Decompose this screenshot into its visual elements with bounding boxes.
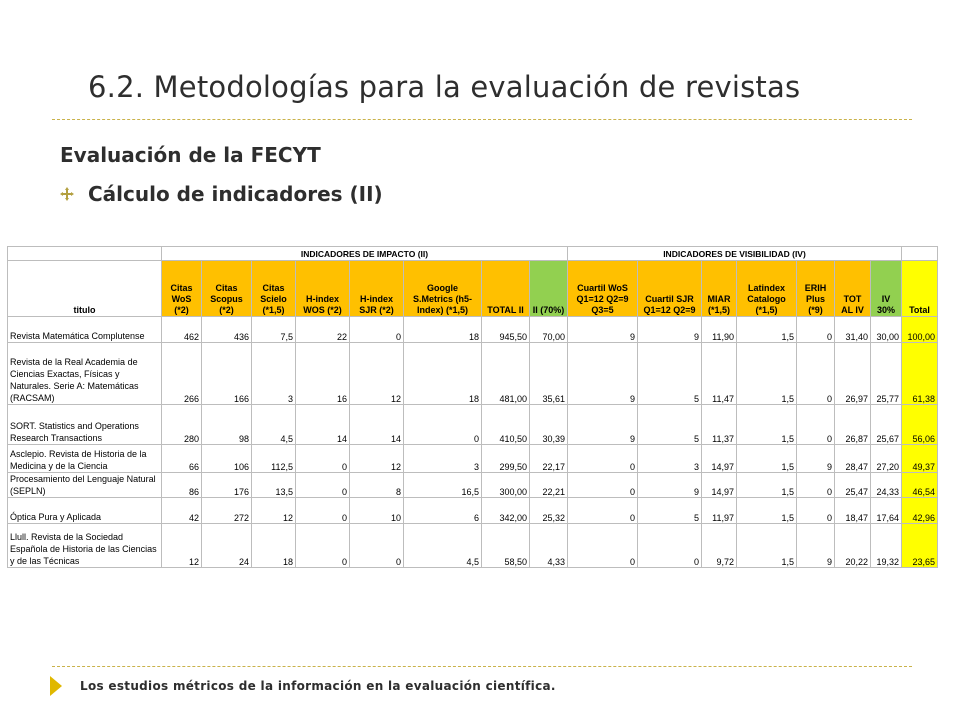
- value-cell: 0: [350, 317, 404, 343]
- value-cell: 106: [202, 445, 252, 473]
- value-cell: 9: [568, 343, 638, 405]
- value-cell: 1,5: [737, 405, 797, 445]
- value-cell: 272: [202, 498, 252, 524]
- value-cell: 0: [296, 445, 350, 473]
- value-cell: 49,37: [902, 445, 938, 473]
- value-cell: 11,90: [702, 317, 737, 343]
- table-row: [8, 343, 938, 405]
- value-cell: 19,32: [871, 524, 902, 568]
- value-cell: 5: [638, 498, 702, 524]
- value-cell: 0: [568, 524, 638, 568]
- value-cell: 176: [202, 473, 252, 498]
- footer: [50, 676, 556, 696]
- value-cell: 18: [404, 343, 482, 405]
- value-cell: 0: [797, 317, 835, 343]
- value-cell: 42,96: [902, 498, 938, 524]
- value-cell: 945,50: [482, 317, 530, 343]
- footer-text: Los estudios métricos de la información en la evaluación científica.: [80, 679, 556, 693]
- value-cell: 266: [162, 343, 202, 405]
- blank-cell: [8, 247, 162, 261]
- value-cell: 0: [296, 473, 350, 498]
- column-header: H-index WOS (*2): [296, 261, 350, 317]
- value-cell: 46,54: [902, 473, 938, 498]
- value-cell: 6: [404, 498, 482, 524]
- value-cell: 66: [162, 445, 202, 473]
- value-cell: 98: [202, 405, 252, 445]
- value-cell: 0: [797, 405, 835, 445]
- value-cell: 16,5: [404, 473, 482, 498]
- value-cell: 11,47: [702, 343, 737, 405]
- column-header: Total: [902, 261, 938, 317]
- column-header: Citas Scopus (*2): [202, 261, 252, 317]
- column-header: Latindex Catalogo (*1,5): [737, 261, 797, 317]
- journal-name-cell: SORT. Statistics and Operations Research Transactions: [8, 405, 162, 445]
- value-cell: 10: [350, 498, 404, 524]
- value-cell: 0: [350, 524, 404, 568]
- value-cell: 24: [202, 524, 252, 568]
- group-header-visibility: INDICADORES DE VISIBILIDAD (IV): [568, 247, 902, 261]
- value-cell: 31,40: [835, 317, 871, 343]
- value-cell: 86: [162, 473, 202, 498]
- table-row: [8, 524, 938, 568]
- triangle-arrow-icon: [50, 676, 62, 696]
- journal-name-cell: Procesamiento del Lenguaje Natural (SEPLN): [8, 473, 162, 498]
- column-header: titulo: [8, 261, 162, 317]
- value-cell: 26,97: [835, 343, 871, 405]
- value-cell: 1,5: [737, 317, 797, 343]
- value-cell: 0: [296, 498, 350, 524]
- value-cell: 56,06: [902, 405, 938, 445]
- value-cell: 4,5: [404, 524, 482, 568]
- journal-name-cell: Asclepio. Revista de Historia de la Medicina y de la Ciencia: [8, 445, 162, 473]
- title-divider: [52, 119, 912, 120]
- four-arrows-icon: [60, 187, 74, 201]
- value-cell: 25,32: [530, 498, 568, 524]
- value-cell: 0: [568, 473, 638, 498]
- value-cell: 25,67: [871, 405, 902, 445]
- value-cell: 1,5: [737, 343, 797, 405]
- footer-divider: [52, 666, 912, 667]
- value-cell: 299,50: [482, 445, 530, 473]
- value-cell: 100,00: [902, 317, 938, 343]
- value-cell: 24,33: [871, 473, 902, 498]
- value-cell: 1,5: [737, 473, 797, 498]
- value-cell: 12: [350, 343, 404, 405]
- table-row: [8, 405, 938, 445]
- value-cell: 26,87: [835, 405, 871, 445]
- indicators-table: [7, 246, 938, 568]
- table-row: [8, 473, 938, 498]
- table-row: [8, 317, 938, 343]
- value-cell: 3: [638, 445, 702, 473]
- value-cell: 0: [568, 445, 638, 473]
- column-header: II (70%): [530, 261, 568, 317]
- column-header: Citas Scielo (*1,5): [252, 261, 296, 317]
- value-cell: 14: [350, 405, 404, 445]
- value-cell: 20,22: [835, 524, 871, 568]
- bullet-text: Cálculo de indicadores (II): [88, 182, 383, 206]
- bullet-item: [60, 182, 383, 206]
- value-cell: 4,5: [252, 405, 296, 445]
- value-cell: 17,64: [871, 498, 902, 524]
- value-cell: 25,77: [871, 343, 902, 405]
- value-cell: 0: [797, 498, 835, 524]
- blank-cell: [902, 247, 938, 261]
- value-cell: 25,47: [835, 473, 871, 498]
- value-cell: 0: [568, 498, 638, 524]
- column-header: TOT AL IV: [835, 261, 871, 317]
- value-cell: 342,00: [482, 498, 530, 524]
- column-header: ERIH Plus (*9): [797, 261, 835, 317]
- value-cell: 11,37: [702, 405, 737, 445]
- table-row: [8, 445, 938, 473]
- value-cell: 12: [162, 524, 202, 568]
- value-cell: 3: [404, 445, 482, 473]
- value-cell: 0: [797, 343, 835, 405]
- value-cell: 112,5: [252, 445, 296, 473]
- value-cell: 9: [797, 524, 835, 568]
- value-cell: 1,5: [737, 498, 797, 524]
- table-row: [8, 498, 938, 524]
- value-cell: 3: [252, 343, 296, 405]
- value-cell: 0: [797, 473, 835, 498]
- value-cell: 481,00: [482, 343, 530, 405]
- value-cell: 70,00: [530, 317, 568, 343]
- value-cell: 9: [638, 317, 702, 343]
- value-cell: 61,38: [902, 343, 938, 405]
- value-cell: 18,47: [835, 498, 871, 524]
- value-cell: 27,20: [871, 445, 902, 473]
- column-header: Cuartil SJR Q1=12 Q2=9: [638, 261, 702, 317]
- column-header: H-index SJR (*2): [350, 261, 404, 317]
- value-cell: 436: [202, 317, 252, 343]
- value-cell: 9,72: [702, 524, 737, 568]
- column-header: Citas WoS (*2): [162, 261, 202, 317]
- value-cell: 18: [404, 317, 482, 343]
- value-cell: 42: [162, 498, 202, 524]
- journal-name-cell: Óptica Pura y Aplicada: [8, 498, 162, 524]
- column-header: TOTAL II: [482, 261, 530, 317]
- value-cell: 1,5: [737, 445, 797, 473]
- value-cell: 9: [797, 445, 835, 473]
- journal-name-cell: Llull. Revista de la Sociedad Española de Historia de las Ciencias y de las Técnicas: [8, 524, 162, 568]
- value-cell: 22,21: [530, 473, 568, 498]
- journal-name-cell: Revista Matemática Complutense: [8, 317, 162, 343]
- value-cell: 35,61: [530, 343, 568, 405]
- column-header: MIAR (*1,5): [702, 261, 737, 317]
- value-cell: 8: [350, 473, 404, 498]
- journal-name-cell: Revista de la Real Academia de Ciencias Exactas, Físicas y Naturales. Serie A: Matemáticas (RACSAM): [8, 343, 162, 405]
- value-cell: 410,50: [482, 405, 530, 445]
- value-cell: 0: [296, 524, 350, 568]
- value-cell: 5: [638, 343, 702, 405]
- slide-title: 6.2. Metodologías para la evaluación de revistas: [88, 70, 801, 104]
- column-header: Cuartil WoS Q1=12 Q2=9 Q3=5: [568, 261, 638, 317]
- value-cell: 28,47: [835, 445, 871, 473]
- value-cell: 166: [202, 343, 252, 405]
- value-cell: 11,97: [702, 498, 737, 524]
- value-cell: 1,5: [737, 524, 797, 568]
- value-cell: 12: [252, 498, 296, 524]
- value-cell: 14: [296, 405, 350, 445]
- value-cell: 9: [638, 473, 702, 498]
- group-header-impact: INDICADORES DE IMPACTO (II): [162, 247, 568, 261]
- value-cell: 22,17: [530, 445, 568, 473]
- column-header: IV 30%: [871, 261, 902, 317]
- value-cell: 300,00: [482, 473, 530, 498]
- value-cell: 280: [162, 405, 202, 445]
- value-cell: 30,00: [871, 317, 902, 343]
- value-cell: 5: [638, 405, 702, 445]
- value-cell: 9: [568, 405, 638, 445]
- value-cell: 0: [638, 524, 702, 568]
- value-cell: 12: [350, 445, 404, 473]
- value-cell: 13,5: [252, 473, 296, 498]
- value-cell: 16: [296, 343, 350, 405]
- value-cell: 14,97: [702, 445, 737, 473]
- value-cell: 22: [296, 317, 350, 343]
- value-cell: 462: [162, 317, 202, 343]
- value-cell: 14,97: [702, 473, 737, 498]
- value-cell: 23,65: [902, 524, 938, 568]
- section-subtitle: Evaluación de la FECYT: [60, 143, 321, 167]
- value-cell: 18: [252, 524, 296, 568]
- column-header: Google S.Metrics (h5-Index) (*1,5): [404, 261, 482, 317]
- value-cell: 0: [404, 405, 482, 445]
- value-cell: 58,50: [482, 524, 530, 568]
- value-cell: 9: [568, 317, 638, 343]
- value-cell: 4,33: [530, 524, 568, 568]
- value-cell: 30,39: [530, 405, 568, 445]
- value-cell: 7,5: [252, 317, 296, 343]
